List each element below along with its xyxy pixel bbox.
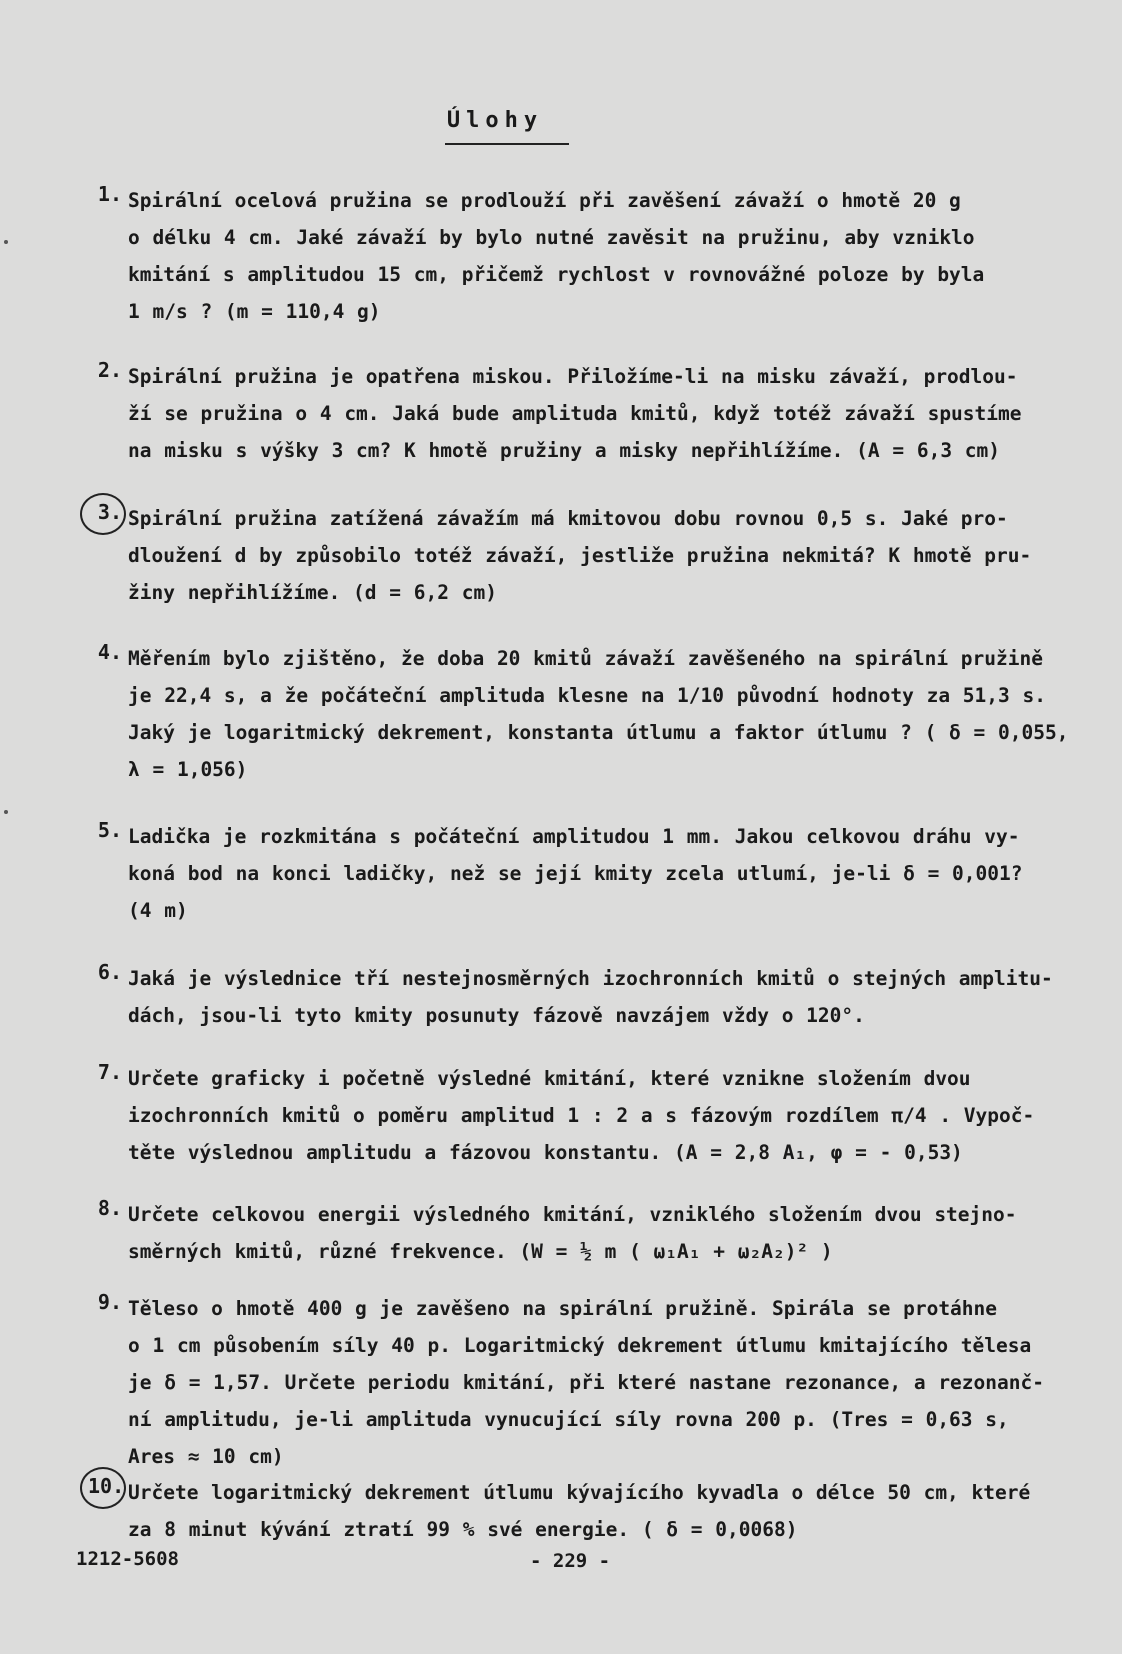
task-text: Spirální pružina zatížená závažím má kmitovou dobu rovnou 0,5 s. Jaké pro- dloužení d by způsobilo totéž závaží, jestliže pružina nekmitá? K hmotě pru- žiny nepřihlížíme. (d = 6,2 cm) <box>128 507 1032 604</box>
task-number: 2. <box>97 358 122 382</box>
task-10 <box>88 1474 1078 1548</box>
task-number: 4. <box>97 640 122 664</box>
task-text: Spirální ocelová pružina se prodlouží při zavěšení závaží o hmotě 20 g o délku 4 cm. Jaké závaží by bylo nutné zavěsit na pružinu, aby vzniklo kmitání s amplitudou 15 cm, přičemž rychlost v rovnovážné poloze by byla 1 m/s ? (m = 110,4 g) <box>128 189 985 323</box>
task-number: 9. <box>97 1290 122 1314</box>
task-5 <box>88 818 1078 929</box>
task-number: 7. <box>97 1060 122 1084</box>
document-code: 1212-5608 <box>76 1548 179 1570</box>
task-text: Spirální pružina je opatřena miskou. Přiložíme-li na misku závaží, prodlou- ží se pružina o 4 cm. Jaká bude amplituda kmitů, když totéž závaží spustíme na misku s výšky 3 cm? K hmotě pružiny a misky nepřihlížíme. (A = 6,3 cm) <box>128 365 1022 462</box>
page-title: Úlohy <box>446 108 544 133</box>
task-text: Ladička je rozkmitána s počáteční amplitudou 1 mm. Jakou celkovou dráhu vy- koná bod na konci ladičky, než se její kmity zcela utlumí, je-li δ = 0,001? (4 m) <box>128 825 1023 922</box>
task-text: Určete logaritmický dekrement útlumu kývajícího kyvadla o délce 50 cm, které za 8 minut kývání ztratí 99 % své energie. ( δ = 0,0068) <box>128 1481 1031 1541</box>
task-9 <box>88 1290 1078 1475</box>
task-1 <box>88 182 1078 330</box>
task-2 <box>88 358 1078 469</box>
task-text: Určete graficky i početně výsledné kmitání, které vznikne složením dvou izochronních kmitů o poměru amplitud 1 : 2 a s fázovým rozdílem π/4 . Vypoč- těte výslednou amplitudu a fázovou konstantu. (A = 2,8 A₁, φ = - 0,53) <box>128 1067 1035 1164</box>
task-8 <box>88 1196 1078 1270</box>
task-4 <box>88 640 1078 788</box>
task-text: Určete celkovou energii výsledného kmitání, vzniklého složením dvou stejno- směrných kmitů, různé frekvence. (W = ½ m ( ω₁A₁ + ω₂A₂)² ) <box>128 1203 1017 1263</box>
task-number: 6. <box>97 960 122 984</box>
task-number: 1. <box>97 182 122 206</box>
task-text: Jaká je výslednice tří nestejnosměrných izochronních kmitů o stejných amplitu- dách, jsou-li tyto kmity posunuty fázově navzájem vždy o 120°. <box>128 967 1053 1027</box>
punch-mark <box>4 240 8 244</box>
task-number-circled: 10. <box>88 1474 125 1498</box>
task-3 <box>88 500 1078 611</box>
task-text: Měřením bylo zjištěno, že doba 20 kmitů závaží zavěšeného na spirální pružině je 22,4 s, a že počáteční amplituda klesne na 1/10 původní hodnoty za 51,3 s. Jaký je logaritmický dekrement, konstanta útlumu a faktor útlumu ? ( δ = 0,055, λ = 1,056) <box>128 647 1069 781</box>
task-number: 8. <box>97 1196 122 1220</box>
task-6 <box>88 960 1078 1034</box>
task-7 <box>88 1060 1078 1171</box>
punch-mark <box>4 810 8 814</box>
task-text: Těleso o hmotě 400 g je zavěšeno na spirální pružině. Spirála se protáhne o 1 cm působením síly 40 p. Logaritmický dekrement útlumu kmitajícího tělesa je δ = 1,57. Určete periodu kmitání, při které nastane rezonance, a rezonanč- ní amplitudu, je-li amplituda vynucující síly rovna 200 p. (Tres = 0,63 s, Ares ≈ 10 cm) <box>128 1297 1044 1468</box>
task-number: 5. <box>97 818 122 842</box>
title-underline <box>445 143 569 145</box>
task-number-circled: 3. <box>88 500 122 524</box>
page-number: - 229 - <box>530 1550 611 1572</box>
